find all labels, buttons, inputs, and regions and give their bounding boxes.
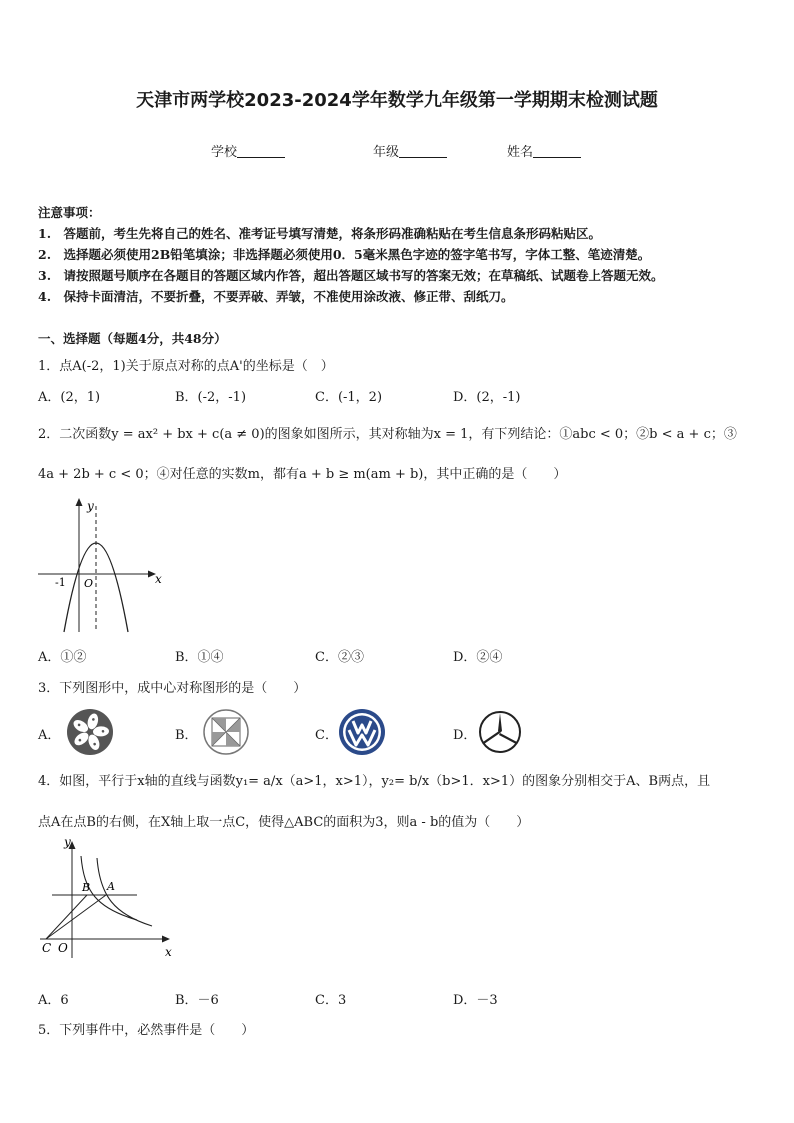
q4-hyperbola-graph xyxy=(34,836,179,962)
q5-stem: 5．下列事件中，必然事件是（ ） xyxy=(38,1023,255,1038)
page-title: 天津市两学校2023-2024学年数学九年级第一学期期末检测试题 xyxy=(136,90,658,111)
x-label: x xyxy=(165,945,172,959)
point-a-label: A xyxy=(107,880,115,893)
point-c-label: C xyxy=(42,941,52,955)
q3-option-b-label: B． xyxy=(175,728,198,743)
grade-blank xyxy=(399,144,447,158)
q1-option-b: B．(-2，-1) xyxy=(175,390,247,405)
q4-option-c: C．3 xyxy=(315,993,347,1008)
q1-option-c: C．(-1，2) xyxy=(315,390,383,405)
name-field xyxy=(507,141,581,160)
name-blank xyxy=(533,144,581,158)
q2-option-a: A．①② xyxy=(38,650,87,665)
y-label: y xyxy=(87,499,94,513)
q2-parabola-graph xyxy=(34,494,166,636)
q2-option-c: C．②③ xyxy=(315,650,364,665)
x-axis-arrow xyxy=(162,936,170,943)
note-item: 4. 保持卡面清洁，不要折叠，不要弄破、弄皱，不准使用涂改液、修正带、刮纸刀。 xyxy=(38,289,514,304)
q1-option-d: D．(2，-1) xyxy=(453,390,521,405)
school-label: 学校 xyxy=(211,145,238,160)
grade-field xyxy=(373,141,447,160)
q4-option-a: A．6 xyxy=(38,993,69,1008)
q1-stem: 1．点A(-2，1)关于原点对称的点A'的坐标是（ ） xyxy=(38,359,334,374)
school-blank xyxy=(237,144,285,158)
section-heading: 一、选择题（每题4分，共48分） xyxy=(38,331,227,346)
q1-option-a: A．(2，1) xyxy=(38,390,101,405)
y-axis-arrow xyxy=(76,498,83,506)
neg1-label: -1 xyxy=(55,576,66,589)
q3-stem: 3．下列图形中，成中心对称图形的是（ ） xyxy=(38,681,307,696)
q3-option-a-label: A． xyxy=(38,728,61,743)
flower-emblem-icon xyxy=(66,708,114,756)
origin-label: O xyxy=(58,941,68,955)
notes-heading: 注意事项： xyxy=(38,205,101,220)
grade-label: 年级 xyxy=(373,145,400,160)
vw-logo-icon xyxy=(338,708,386,756)
q4-line1: 4．如图，平行于x轴的直线与函数y₁= a/x（a>1，x>1），y₂= b/x（b>1．x>1）的图象分别相交于A、B两点，且 xyxy=(38,774,711,789)
note-item: 2. 选择题必须使用2B铅笔填涂；非选择题必须使用0．5毫米黑色字迹的签字笔书写，字体工整、笔迹清楚。 xyxy=(38,247,651,262)
q2-option-d: D．②④ xyxy=(453,650,503,665)
segment-cb xyxy=(46,895,87,939)
origin-label: O xyxy=(84,577,94,590)
q3-option-d-label: D． xyxy=(453,728,477,743)
y-label: y xyxy=(64,836,71,849)
q2-line1: 2．二次函数y = ax² + bx + c(a ≠ 0)的图象如图所示，其对称轴为x = 1，有下列结论：①abc < 0；②b < a + c；③ xyxy=(38,427,737,442)
school-field xyxy=(211,141,285,160)
q3-option-c-label: C． xyxy=(315,728,338,743)
q2-line2: 4a + 2b + c < 0；④对任意的实数m，都有a + b ≥ m(am + b)，其中正确的是（ ） xyxy=(38,467,567,482)
q2-option-b: B．①④ xyxy=(175,650,224,665)
three-point-star-icon xyxy=(478,710,522,754)
q4-line2: 点A在点B的右侧，在X轴上取一点C，使得△ABC的面积为3，则a - b的值为（ ） xyxy=(38,815,530,830)
name-label: 姓名 xyxy=(507,145,534,160)
note-item: 3. 请按照题号顺序在各题目的答题区域内作答，超出答题区域书写的答案无效；在草稿纸、试题卷上答题无效。 xyxy=(38,268,664,283)
point-b-label: B xyxy=(82,881,91,894)
q4-option-b: B．－6 xyxy=(175,993,219,1008)
q4-option-d: D．－3 xyxy=(453,993,498,1008)
note-item: 1. 答题前，考生先将自己的姓名、准考证号填写清楚，将条形码准确粘贴在考生信息条形码粘贴区。 xyxy=(38,226,602,241)
x-label: x xyxy=(155,572,162,586)
segment-ca xyxy=(46,895,106,939)
pinwheel-icon xyxy=(202,708,250,756)
